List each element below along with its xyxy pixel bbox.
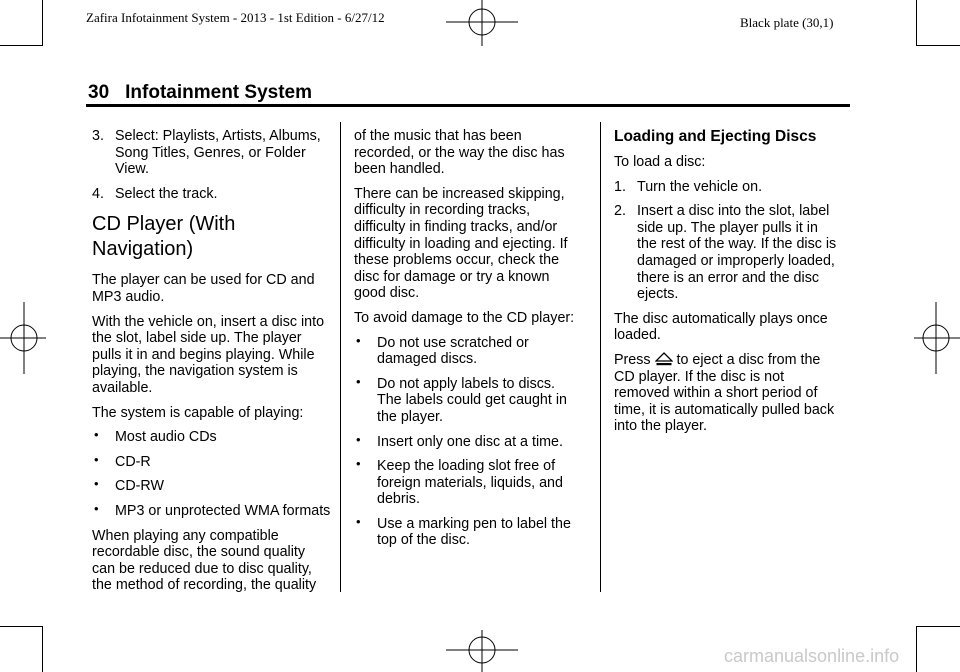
plate-label: Black plate (30,1) xyxy=(740,15,834,30)
column-3 xyxy=(614,128,840,443)
title-rule xyxy=(86,104,850,107)
bullet-icon: • xyxy=(94,476,99,492)
column-1 xyxy=(92,128,332,602)
crop-mark xyxy=(916,626,917,672)
bullet-text: MP3 or unprotected WMA formats xyxy=(115,502,331,519)
registration-mark-icon xyxy=(914,302,960,374)
list-item-text: Insert a disc into the slot, label side up. The player pulls it in the rest of the way. If the disc is damaged or improperly loaded, there is an error and the disc ejects. xyxy=(637,203,837,303)
eject-icon xyxy=(655,352,673,366)
edition-header: Zafira Infotainment System - 2013 - 1st Edition - 6/27/12 xyxy=(86,10,385,25)
paragraph: There can be increased skipping, difficulty in recording tracks, difficulty in finding tracks, and/or difficulty in loading and ejecting. If these problems occur, check the disc for damage or try a known good disc. xyxy=(354,185,568,302)
list-item-text: Select: Playlists, Artists, Albums, Song Titles, Genres, or Folder View. xyxy=(115,128,321,178)
list-marker: 1. xyxy=(614,178,626,195)
bullet-item xyxy=(92,478,332,495)
subsection-heading: Loading and Ejecting Discs xyxy=(614,128,817,145)
crop-mark xyxy=(916,0,917,46)
crop-mark xyxy=(0,45,43,46)
paragraph: To load a disc: xyxy=(614,154,706,170)
list-item xyxy=(614,203,840,303)
crop-mark xyxy=(916,626,960,627)
bullet-text: CD-R xyxy=(115,453,151,470)
section-heading: CD Player (With Navigation) xyxy=(92,213,236,261)
paragraph: The disc automatically plays once loaded. xyxy=(614,310,828,344)
bullet-item xyxy=(354,513,576,549)
section-title: Infotainment System xyxy=(125,82,313,103)
crop-mark xyxy=(916,45,960,46)
column-divider xyxy=(340,122,341,592)
bullet-icon: • xyxy=(356,513,361,529)
paragraph: To avoid damage to the CD player: xyxy=(354,309,575,326)
list-marker: 2. xyxy=(614,203,626,220)
bullet-item xyxy=(354,431,576,451)
bullet-icon: • xyxy=(94,500,99,516)
list-item xyxy=(614,179,840,196)
paragraph-text: to eject a disc from the CD player. If the disc is not removed within a short period of time, it is automatically pulled back into the player. xyxy=(614,351,835,435)
paragraph-text: Press xyxy=(614,351,651,368)
bullet-item xyxy=(92,429,332,446)
bullet-item xyxy=(354,373,576,426)
registration-mark-icon xyxy=(0,302,46,374)
bullet-text: Do not apply labels to discs. The labels could get caught in the player. xyxy=(377,375,567,425)
bullet-text: Do not use scratched or damaged discs. xyxy=(377,334,529,368)
paragraph: The system is capable of playing: xyxy=(92,404,304,421)
bullet-icon: • xyxy=(356,431,361,447)
crop-mark xyxy=(42,0,43,46)
paragraph: The player can be used for CD and MP3 audio. xyxy=(92,272,315,305)
watermark: carmanualsonline.info xyxy=(724,646,900,666)
list-item-text: Turn the vehicle on. xyxy=(637,178,763,195)
paragraph: of the music that has been recorded, or the way the disc has been handled. xyxy=(354,128,565,178)
bullet-text: Use a marking pen to label the top of the disc. xyxy=(377,515,571,549)
crop-mark xyxy=(0,626,43,627)
bullet-text: Insert only one disc at a time. xyxy=(377,433,563,450)
bullet-icon: • xyxy=(94,451,99,467)
paragraph: When playing any compatible recordable disc, the sound quality can be reduced due to disc quality, the method of recording, the quality xyxy=(92,527,317,594)
bullet-icon: • xyxy=(356,373,361,389)
list-marker: 4. xyxy=(92,185,104,202)
registration-mark-icon xyxy=(446,630,518,672)
crop-mark xyxy=(42,626,43,672)
bullet-item xyxy=(354,332,576,368)
bullet-item xyxy=(92,500,332,520)
bullet-icon: • xyxy=(356,456,361,472)
bullet-text: Most audio CDs xyxy=(115,429,217,446)
list-item xyxy=(92,128,332,178)
bullet-item xyxy=(354,458,576,508)
column-2 xyxy=(354,128,576,557)
bullet-text: Keep the loading slot free of foreign materials, liquids, and debris. xyxy=(377,458,563,508)
list-item-text: Select the track. xyxy=(115,185,218,202)
registration-mark-icon xyxy=(446,0,518,46)
bullet-icon: • xyxy=(94,427,99,443)
paragraph xyxy=(614,352,840,435)
list-marker: 3. xyxy=(92,128,104,144)
list-item xyxy=(92,186,332,203)
bullet-icon: • xyxy=(356,332,361,348)
page-number: 30 xyxy=(88,82,110,103)
bullet-text: CD-RW xyxy=(115,478,164,495)
bullet-item xyxy=(92,451,332,471)
page-title xyxy=(88,82,312,104)
column-divider xyxy=(600,122,601,592)
paragraph: With the vehicle on, insert a disc into the slot, label side up. The player pulls it in and begins playing. While playing, the navigation system is available. xyxy=(92,313,325,396)
